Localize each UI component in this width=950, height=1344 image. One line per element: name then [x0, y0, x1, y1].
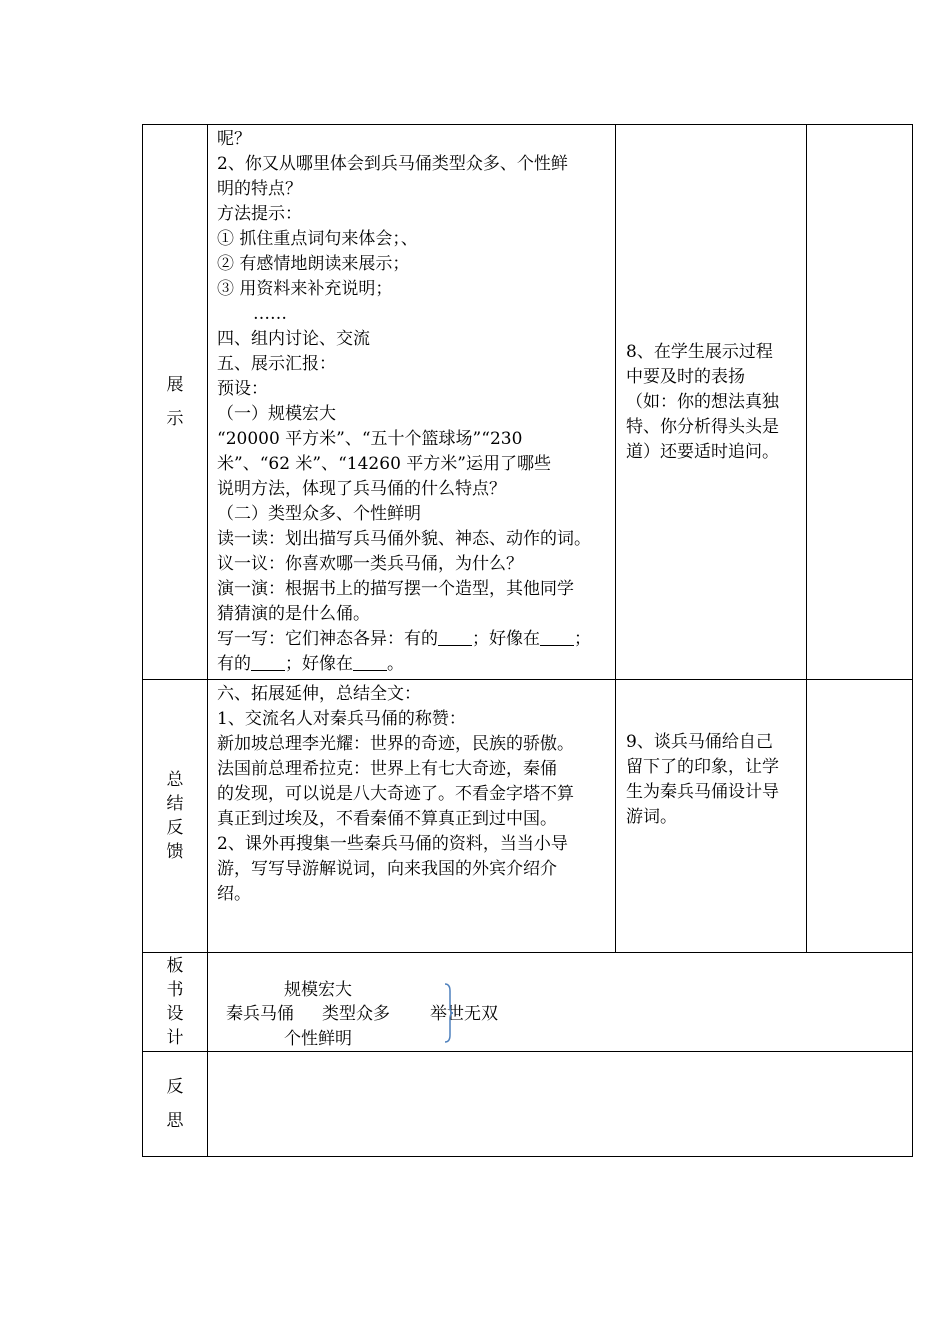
reflection-content: [208, 1052, 913, 1157]
board-bottom: 个性鲜明: [284, 1029, 352, 1049]
board-content: [208, 953, 913, 1052]
blank-line: [251, 652, 285, 671]
summary-content: [208, 680, 616, 953]
label-char: 思: [166, 1111, 184, 1131]
reflection-label: [143, 1052, 208, 1157]
write-text: 写一写：它们神态各异：有的: [217, 629, 438, 649]
content-line: ① 抓住重点词句来体会；、: [217, 229, 418, 249]
content-line: （二）类型众多、个性鲜明: [217, 504, 421, 524]
content-line: 2、你又从哪里体会到兵马俑类型众多、个性鲜: [217, 154, 568, 174]
label-char: 总: [166, 770, 184, 790]
display-content: [208, 125, 616, 680]
write-line: [217, 652, 609, 677]
content-line: 呢？: [217, 129, 251, 149]
lesson-plan-table: [142, 124, 913, 1157]
content-line: 方法提示：: [217, 204, 302, 224]
content-line: 演一演：根据书上的描写摆一个造型，其他同学: [217, 579, 574, 599]
write-text: ；: [574, 629, 591, 649]
content-line: 米”、“62 米”、“14260 平方米”运用了哪些: [217, 454, 551, 474]
content-line: 六、拓展延伸，总结全文：: [217, 684, 421, 704]
display-empty-cell: [807, 125, 913, 680]
content-line: 新加坡总理李光耀：世界的奇迹，民族的骄傲。: [217, 734, 574, 754]
write-text: 。: [387, 654, 404, 674]
content-line: 1、交流名人对秦兵马俑的称赞：: [217, 709, 466, 729]
write-text: 有的: [217, 654, 251, 674]
write-text: ；好像在: [472, 629, 540, 649]
content-line: 读一读：划出描写兵马俑外貌、神态、动作的词。: [217, 529, 591, 549]
board-middle: 类型众多: [322, 1004, 390, 1024]
label-char: 反: [166, 1077, 184, 1097]
label-char: 计: [166, 1028, 184, 1048]
content-line: 议一议：你喜欢哪一类兵马俑，为什么？: [217, 554, 523, 574]
note-line: 留下了的印象，让学: [626, 757, 779, 777]
write-line: [217, 627, 609, 652]
note-line: 9、谈兵马俑给自己: [626, 732, 773, 752]
display-label: [143, 125, 208, 680]
summary-empty-cell: [807, 680, 913, 953]
note-line: 中要及时的表扬: [626, 366, 745, 387]
label-char: 示: [166, 409, 184, 429]
display-note: [616, 125, 807, 680]
content-line: ③ 用资料来补充说明；: [217, 279, 393, 299]
content-line: 2、课外再搜集一些秦兵马俑的资料，当当小导: [217, 834, 568, 854]
board-top: 规模宏大: [284, 980, 352, 1000]
summary-label: [143, 680, 208, 953]
label-char: 馈: [166, 842, 184, 862]
label-char: 结: [166, 794, 184, 814]
content-line: ……: [253, 304, 287, 324]
board-label: [143, 953, 208, 1052]
board-diagram: [208, 953, 912, 1051]
blank-line: [353, 652, 387, 671]
content-line: 四、组内讨论、交流: [217, 329, 370, 349]
content-line: 绍。: [217, 884, 251, 904]
board-conclusion: 举世无双: [430, 1004, 498, 1024]
note-line: （如：你的想法真独: [626, 391, 779, 412]
board-subject: 秦兵马俑: [226, 1004, 294, 1024]
content-line: 真正到过埃及，不看秦俑不算真正到过中国。: [217, 809, 557, 829]
label-char: 书: [166, 980, 184, 1000]
right-brace-icon: [444, 983, 454, 1043]
content-line: 说明方法，体现了兵马俑的什么特点？: [217, 479, 506, 499]
label-char: 反: [166, 818, 184, 838]
content-line: 预设：: [217, 379, 268, 399]
note-line: 游词。: [626, 807, 677, 827]
content-line: 法国前总理希拉克：世界上有七大奇迹，秦俑: [217, 759, 557, 779]
summary-note: [616, 680, 807, 953]
write-text: ；好像在: [285, 654, 353, 674]
reflection-row: [143, 1052, 913, 1157]
display-row: [143, 125, 913, 680]
label-char: 展: [166, 375, 184, 395]
blank-line: [540, 627, 574, 646]
content-line: 明的特点？: [217, 179, 302, 199]
summary-row: [143, 680, 913, 953]
content-line: （一）规模宏大: [217, 404, 336, 424]
blank-line: [438, 627, 472, 646]
content-line: ② 有感情地朗读来展示；: [217, 254, 410, 274]
label-char: 板: [166, 956, 184, 976]
content-line: 游，写写导游解说词，向来我国的外宾介绍介: [217, 859, 557, 879]
note-line: 道）还要适时追问。: [626, 441, 779, 462]
label-char: 设: [166, 1004, 184, 1024]
note-line: 特、你分析得头头是: [626, 416, 779, 437]
note-line: 生为秦兵马俑设计导: [626, 782, 779, 802]
content-line: 猜猜演的是什么俑。: [217, 604, 370, 624]
board-row: [143, 953, 913, 1052]
content-line: “20000 平方米”、“五十个篮球场”“230: [217, 429, 523, 449]
content-line: 的发现，可以说是八大奇迹了。不看金字塔不算: [217, 784, 574, 804]
content-line: 五、展示汇报：: [217, 354, 336, 374]
note-line: 8、在学生展示过程: [626, 341, 773, 362]
